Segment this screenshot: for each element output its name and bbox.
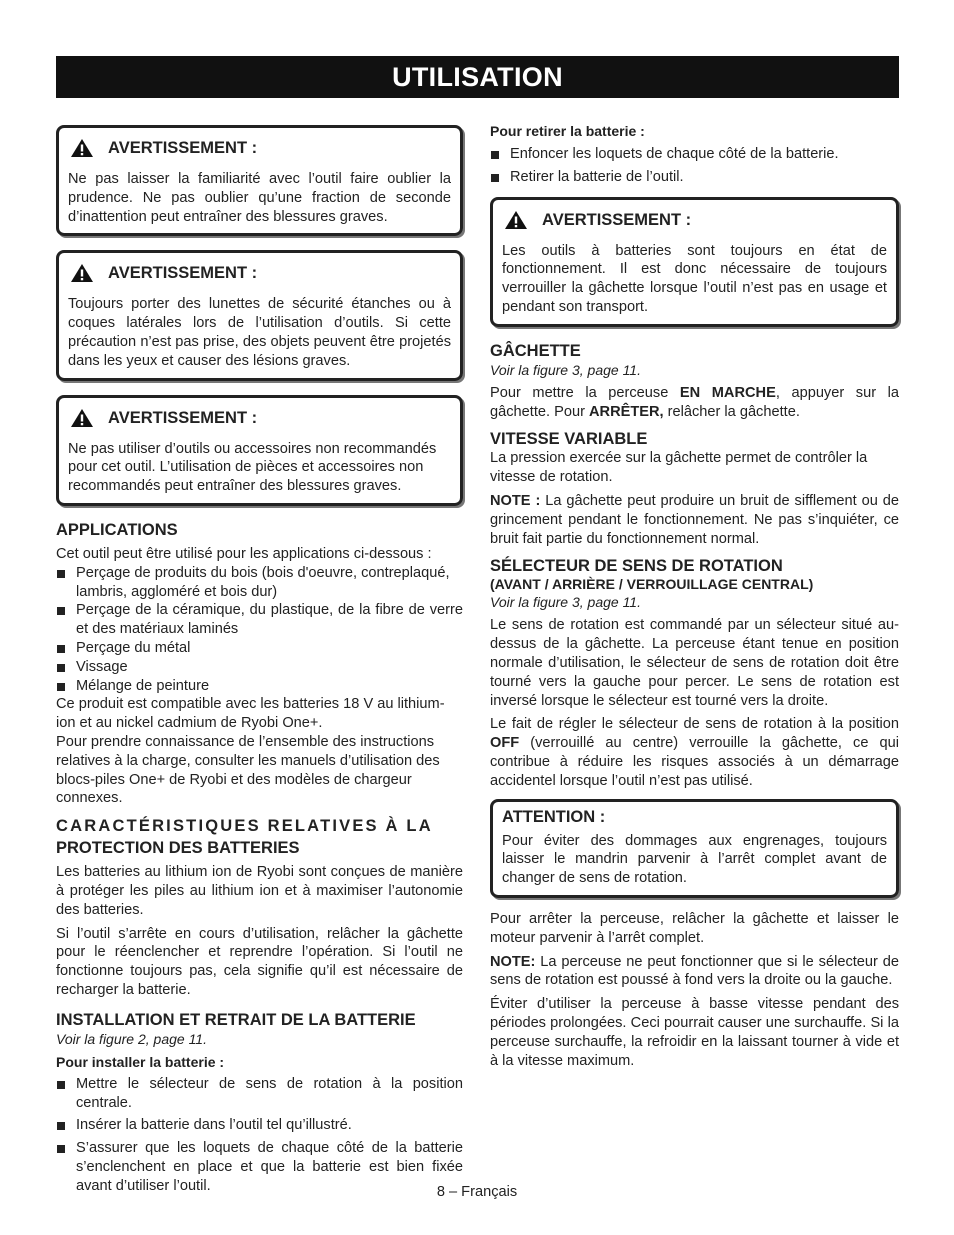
- attention-box: [490, 799, 899, 898]
- section-heading-selector: SÉLECTEUR DE SENS DE ROTATION: [490, 557, 783, 576]
- list-item: Vissage: [56, 658, 463, 677]
- list-item: S’assurer que les loquets de chaque côté de la batterie s’enclenchent en place et que la batterie est bien fixée avant d’utiliser l’outil.: [56, 1139, 463, 1195]
- warning-triangle-icon: [70, 408, 94, 428]
- warning-box: [56, 250, 463, 380]
- warning-title: AVERTISSEMENT :: [542, 210, 692, 229]
- warning-title: AVERTISSEMENT :: [108, 264, 258, 283]
- section-heading-install: INSTALLATION ET RETRAIT DE LA BATTERIE: [56, 1010, 416, 1029]
- list-item: Retirer la batterie de l’outil.: [490, 168, 899, 187]
- right-column: [490, 122, 899, 1070]
- warning-box: [490, 197, 899, 327]
- section-heading-applications: APPLICATIONS: [56, 520, 178, 539]
- paragraph: Le fait de régler le sélecteur de sens de rotation à la position OFF (verrouillé au centre) verrouille la gâchette, ce qui contribue à réduire les risques associés à un démarrage accidentel lorsque l’outil n’est pas utilisé.: [490, 716, 899, 789]
- install-list: [56, 1075, 463, 1196]
- paragraph: Pour mettre la perceuse EN MARCHE, appuyer sur la gâchette. Pour ARRÊTER, relâcher la gâchette.: [490, 384, 899, 420]
- paragraph: Pour prendre connaissance de l’ensemble des instructions relatives à la charge, consulter les manuels d’utilisation des blocs-piles One+ de Ryobi et des modèles de chargeur connexes.: [56, 733, 440, 807]
- list-item: Perçage de produits du bois (bois d'oeuvre, contreplaqué, lambris, aggloméré et bois dur): [56, 564, 463, 602]
- attention-text: Pour éviter des dommages aux engrenages, toujours laisser le mandrin parvenir à l’arrêt complet avant de changer de sens de rotation.: [502, 832, 887, 887]
- page-footer: 8 – Français: [436, 1184, 518, 1200]
- list-item: Insérer la batterie dans l’outil tel qu’illustré.: [56, 1116, 463, 1135]
- paragraph: Pour arrêter la perceuse, relâcher la gâchette et laisser le moteur parvenir à l’arrêt complet.: [490, 910, 899, 946]
- paragraph: Si l’outil s’arrête en cours d’utilisation, relâcher la gâchette pour le réenclencher et reprendre l’opération. Si l’outil ne fonctionne toujours pas, cela signifie qu’il est nécessaire de recharger la batterie.: [56, 925, 463, 998]
- figure-reference: Voir la figure 3, page 11.: [490, 594, 641, 611]
- figure-reference: Voir la figure 3, page 11.: [490, 361, 641, 378]
- list-item: Mélange de peinture: [56, 677, 463, 696]
- page-title: UTILISATION: [56, 56, 899, 98]
- list-item: Perçage du métal: [56, 639, 463, 658]
- warning-title: AVERTISSEMENT :: [108, 408, 258, 427]
- attention-title: ATTENTION :: [502, 807, 606, 826]
- figure-reference: Voir la figure 2, page 11.: [56, 1030, 207, 1047]
- remove-list: [490, 145, 899, 187]
- list-item: Perçage de la céramique, du plastique, de la fibre de verre et des matériaux laminés: [56, 601, 463, 639]
- section-subheading: (AVANT / ARRIÈRE / VERROUILLAGE CENTRAL): [490, 576, 814, 593]
- warning-triangle-icon: [504, 210, 528, 230]
- paragraph: NOTE : La gâchette peut produire un bruit de sifflement ou de grincement pendant le fonctionnement. Ne pas s’inquiéter, ce bruit fait partie du fonctionnement normal.: [490, 492, 899, 547]
- warning-box: [56, 395, 463, 506]
- warning-text: Les outils à batteries sont toujours en état de fonctionnement. Il est donc nécessaire de toujours verrouiller la gâchette lorsque l’outil n’est pas en usage et pendant son transport.: [502, 242, 887, 315]
- paragraph: Le sens de rotation est commandé par un sélecteur situé au-dessus de la gâchette. La perceuse étant tenue en position normale d’utilisation, le sélecteur de sens de rotation doit être tourné vers la gauche pour percer. Le sens de rotation est inversé lorsque le sélecteur est tourné vers la droite.: [490, 617, 899, 709]
- section-heading-protection: CARACTÉRISTIQUES RELATIVES À LA: [56, 817, 433, 836]
- warning-text: Ne pas laisser la familiarité avec l’outil faire oublier la prudence. Ne pas oublier qu’une fraction de seconde d’inattention peut entraîner des blessures graves.: [68, 171, 451, 225]
- paragraph: Ce produit est compatible avec les batteries 18 V au lithium-ion et au nickel cadmium de Ryobi One+.: [56, 696, 445, 732]
- section-heading-protection-line2: PROTECTION DES BATTERIES: [56, 839, 300, 858]
- paragraph: NOTE: La perceuse ne peut fonctionner que si le sélecteur de sens de rotation est poussé à fond vers la droite ou la gauche.: [490, 953, 899, 989]
- list-item: Enfoncer les loquets de chaque côté de la batterie.: [490, 145, 899, 164]
- paragraph: Les batteries au lithium ion de Ryobi sont conçues de manière à protéger les piles au lithium ion et à maximiser l’autonomie des batteries.: [56, 864, 463, 918]
- paragraph: La pression exercée sur la gâchette permet de contrôler la vitesse de rotation.: [490, 450, 868, 486]
- applications-list: [56, 564, 463, 696]
- warning-title: AVERTISSEMENT :: [108, 139, 258, 157]
- remove-label: Pour retirer la batterie :: [490, 123, 645, 139]
- section-heading-speed: VITESSE VARIABLE: [490, 430, 648, 449]
- warning-triangle-icon: [70, 263, 94, 283]
- list-item: Mettre le sélecteur de sens de rotation à la position centrale.: [56, 1075, 463, 1113]
- warning-text: Toujours porter des lunettes de sécurité étanches ou à coques latérales lors de l’utilisation d’outils. Si cette précaution n’est pas prise, des objets peuvent être projetés dans les yeux et causer des lésions graves.: [68, 296, 451, 369]
- applications-intro: Cet outil peut être utilisé pour les applications ci-dessous :: [56, 545, 432, 562]
- install-label: Pour installer la batterie :: [56, 1053, 225, 1070]
- section-heading-trigger: GÂCHETTE: [490, 341, 581, 360]
- warning-text: Ne pas utiliser d’outils ou accessoires non recommandés pour cet outil. L’utilisation de pièces et accessoires non recommandés peut entraîner des blessures graves.: [68, 440, 437, 495]
- warning-triangle-icon: [70, 138, 94, 158]
- warning-box: [56, 125, 463, 236]
- paragraph: Éviter d’utiliser la perceuse à basse vitesse pendant des périodes prolongées. Ceci pourrait causer une surchauffe. Si la perceuse surchauffe, la refroidir en la laissant tourner à vide et à la vitesse maximum.: [490, 996, 899, 1069]
- left-column: [56, 125, 463, 1195]
